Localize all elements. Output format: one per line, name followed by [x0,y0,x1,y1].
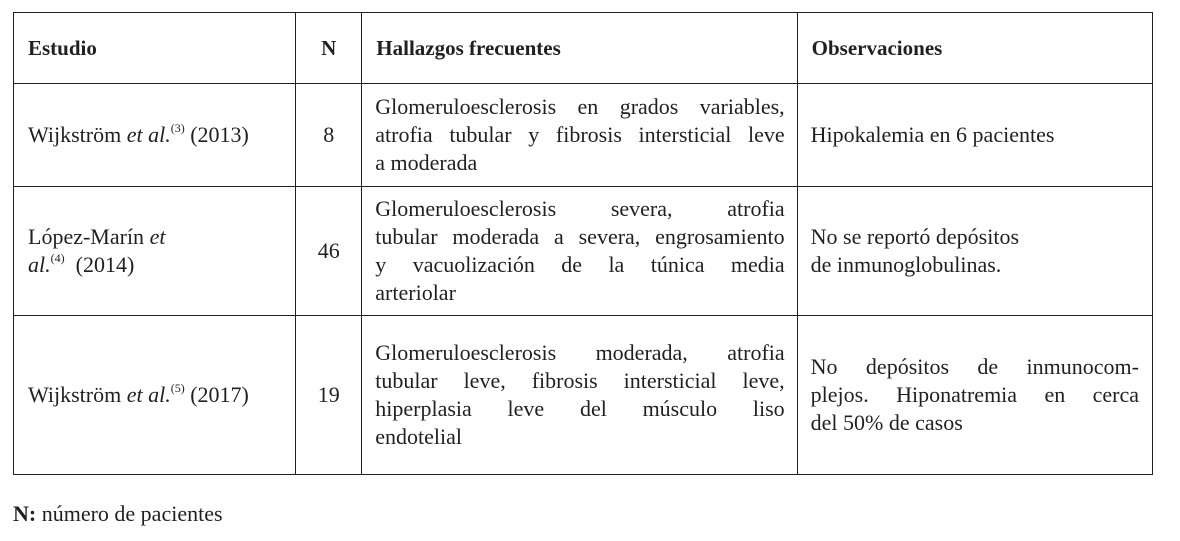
findings-line: Glomeruloesclerosis severa, atrofia [375,196,785,221]
header-observaciones: Observaciones [797,13,1152,84]
observations-line: Hipokalemia en 6 pacientes [810,122,1055,147]
study-year: (2014) [75,252,135,277]
observations-line: de inmunoglobulinas. [810,252,1002,277]
study-author: Wijkström [28,122,122,147]
findings-line: hiperplasia leve del músculo liso [375,396,785,421]
table-row [14,84,1153,187]
findings-line: Glomeruloesclerosis en grados variables, [375,94,785,119]
header-n: N [296,13,362,84]
findings-cell [362,316,797,475]
footnote-text: número de pacientes [36,501,223,526]
table-row [14,316,1153,475]
observations-cell [797,316,1152,475]
findings-line: atrofia tubular y fibrosis intersticial leve [375,122,785,147]
header-estudio: Estudio [14,13,296,84]
footnote-label: N: [13,501,37,526]
study-cell [14,316,296,475]
n-cell: 19 [296,316,362,475]
n-cell: 8 [296,84,362,187]
study-ref: (3) [170,120,185,135]
observations-line: No depósitos de inmunocom- [810,354,1139,379]
study-etal: et al. [126,122,171,147]
findings-line: tubular leve, fibrosis intersticial leve, [375,368,785,393]
observations-cell [797,84,1152,187]
observations-line: No se reportó depósitos [810,224,1020,249]
study-author: López-Marín [28,224,145,249]
study-year: (2013) [190,122,249,147]
header-hallazgos: Hallazgos frecuentes [362,13,797,84]
findings-line: y vacuolización de la túnica media [375,252,785,277]
study-etal: et al. [126,382,171,407]
study-cell [14,84,296,187]
study-line-2 [28,251,295,279]
findings-line: tubular moderada a severa, engrosamiento [375,224,785,249]
table-header-row [14,13,1153,84]
study-line-1 [28,223,295,251]
observations-line: plejos. Hiponatremia en cerca [810,382,1139,407]
findings-line: endotelial [375,424,463,449]
study-etal: et [149,224,166,249]
findings-line: a moderada [375,150,478,175]
study-cell [14,187,296,316]
findings-line: Glomeruloesclerosis moderada, atrofia [375,340,785,365]
findings-line: arteriolar [375,280,456,305]
study-author: Wijkström [28,382,122,407]
findings-cell [362,187,797,316]
footnote [13,500,223,528]
studies-table [13,12,1153,475]
study-ref: (5) [170,380,185,395]
study-ref: (4) [50,250,65,265]
observations-cell [797,187,1152,316]
table-row [14,187,1153,316]
observations-line: del 50% de casos [810,410,963,435]
study-year: (2017) [190,382,249,407]
findings-cell [362,84,797,187]
n-cell: 46 [296,187,362,316]
study-etal: al. [28,252,51,277]
